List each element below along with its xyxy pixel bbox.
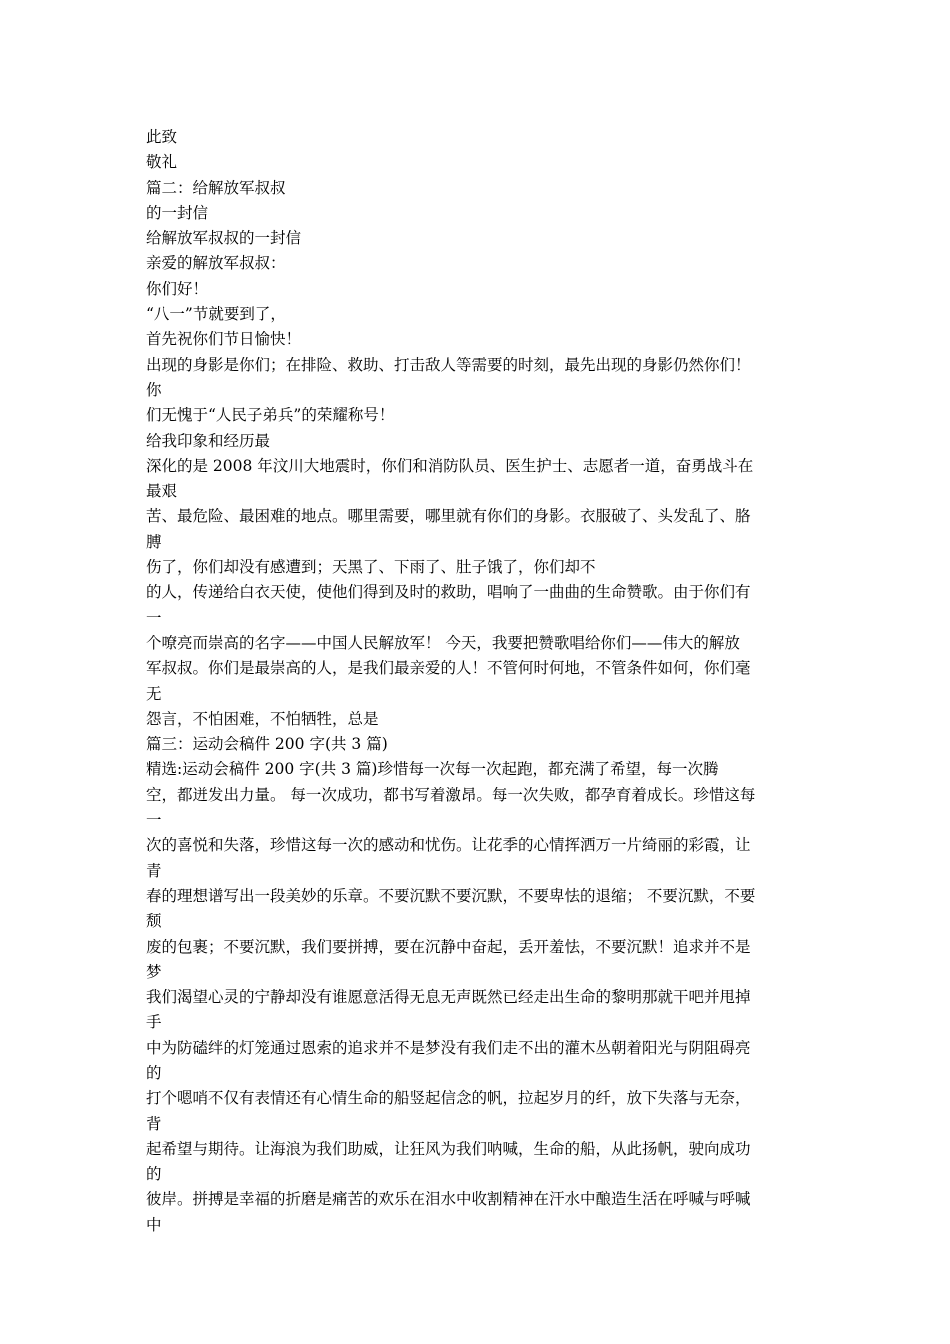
- text-line: 春的理想谱写出一段美妙的乐章。不要沉默不要沉默，不要卑怯的退缩； 不要沉默，不要: [146, 886, 756, 905]
- text-line: 一: [146, 811, 162, 830]
- document-body: [146, 125, 808, 1238]
- text-line: 伤了，你们却没有感遭到；天黑了、下雨了、肚子饿了，你们却不: [146, 558, 596, 577]
- text-line: 梦: [146, 962, 162, 981]
- text-line: “八一”节就要到了，: [146, 305, 286, 324]
- text-line: 精选:运动会稿件 200 字(共 3 篇)珍惜每一次每一次起跑，都充满了希望，每一次腾: [146, 760, 719, 779]
- text-line: 次的喜悦和失落，珍惜这每一次的感动和忧伤。让花季的心情挥洒万一片绮丽的彩霞，让: [146, 836, 751, 855]
- text-line: 的: [146, 1165, 162, 1184]
- text-line: 打个嗯哨不仅有表情还有心情生命的船竖起信念的帆，拉起岁月的纤，放下失落与无奈，: [146, 1089, 751, 1108]
- text-line: 的人，传递给白衣天使，使他们得到及时的救助，唱响了一曲曲的生命赞歌。由于你们有: [146, 583, 751, 602]
- text-line: 苦、最危险、最困难的地点。哪里需要，哪里就有你们的身影。衣服破了、头发乱了、胳: [146, 507, 751, 526]
- text-line: 无: [146, 684, 162, 703]
- text-line: 怨言，不怕困难，不怕牺牲，总是: [146, 709, 379, 728]
- text-line: 的: [146, 1063, 162, 1082]
- text-line: 出现的身影是你们；在排险、救助、打击敌人等需要的时刻，最先出现的身影仍然你们！: [146, 355, 751, 374]
- text-line: 亲爱的解放军叔叔：: [146, 254, 286, 273]
- text-line: 此致: [146, 128, 178, 146]
- text-line: 废的包裹；不要沉默，我们要拼搏，要在沉静中奋起，丢开羞怯，不要沉默！追求并不是: [146, 937, 751, 956]
- text-line: 你: [146, 380, 162, 399]
- text-line: 敬礼: [146, 153, 178, 172]
- text-line: 个嘹亮而崇高的名字——中国人民解放军！ 今天，我要把赞歌唱给你们——伟大的解放: [146, 633, 740, 652]
- text-line: 给我印象和经历最: [146, 431, 271, 450]
- text-line: 手: [146, 1013, 162, 1032]
- text-line: 篇二：给解放军叔叔: [146, 178, 286, 197]
- text-line: 颓: [146, 912, 162, 931]
- text-line: 我们渴望心灵的宁静却没有谁愿意活得无息无声既然已经走出生命的黎明那就干吧并甩掉: [146, 988, 751, 1007]
- text-line: 们无愧于“人民子弟兵”的荣耀称号！: [146, 406, 395, 425]
- text-line: 中为防磕绊的灯笼通过恩索的追求并不是梦没有我们走不出的灌木丛朝着阳光与阴阻碍亮: [146, 1038, 751, 1057]
- text-line: 空，都迸发出力量。 每一次成功，都书写着激昂。每一次失败，都孕育着成长。珍惜这每: [146, 785, 756, 804]
- text-line: 起希望与期待。让海浪为我们助威，让狂风为我们呐喊，生命的船，从此扬帆，驶向成功: [146, 1139, 751, 1158]
- text-line: 你们好！: [146, 279, 209, 298]
- text-line: 青: [146, 861, 162, 880]
- text-line: 军叔叔。你们是最崇高的人，是我们最亲爱的人！不管何时何地，不管条件如何，你们毫: [146, 659, 751, 678]
- text-line: 膊: [146, 532, 162, 551]
- text-line: 给解放军叔叔的一封信: [146, 229, 302, 248]
- text-line: 深化的是 2008 年汶川大地震时，你们和消防队员、医生护士、志愿者一道，奋勇战斗在: [146, 456, 754, 475]
- text-line: 一: [146, 608, 162, 627]
- text-line: 的一封信: [146, 203, 209, 222]
- text-line: 篇三：运动会稿件 200 字(共 3 篇): [146, 735, 388, 754]
- text-line: 彼岸。拼搏是幸福的折磨是痛苦的欢乐在泪水中收割精神在汗水中酿造生活在呼喊与呼喊: [146, 1190, 751, 1209]
- text-line: 最艰: [146, 482, 178, 501]
- text-line: 中: [146, 1215, 162, 1234]
- text-line: 首先祝你们节日愉快！: [146, 330, 302, 349]
- text-line: 背: [146, 1114, 162, 1133]
